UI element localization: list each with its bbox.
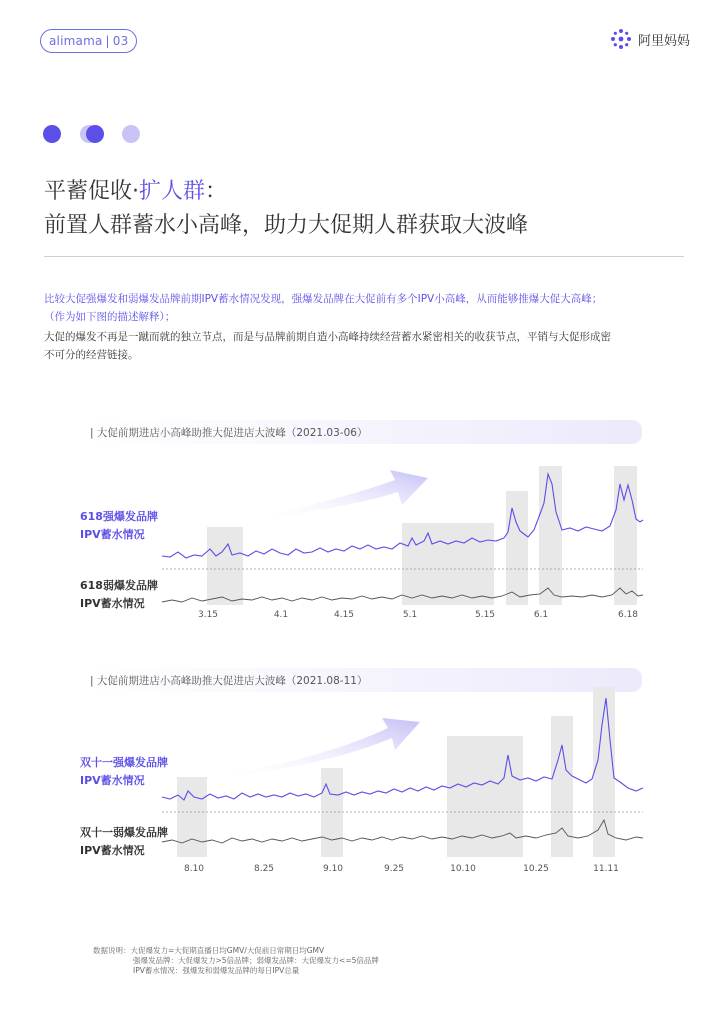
chart1-strong-label: 618强爆发品牌 IPV蓄水情况 bbox=[80, 510, 158, 541]
chart2-tick: 10.25 bbox=[523, 864, 549, 874]
page-title-line1: 平蓄促收·扩人群： bbox=[44, 179, 228, 204]
chart2-tick: 10.10 bbox=[450, 864, 476, 874]
chart2-tick: 8.10 bbox=[183, 864, 205, 874]
footnote bbox=[93, 946, 379, 976]
chart1-tick: 6.1 bbox=[533, 610, 549, 620]
brand-name: 阿里妈妈 bbox=[638, 33, 691, 49]
chart1-tick: 6.18 bbox=[617, 610, 639, 620]
footnote-line: 数据说明：大促爆发力=大促期直播日均GMV/大促前日常期日均GMV bbox=[93, 946, 325, 955]
badge-page-number: 03 bbox=[112, 34, 129, 48]
chart1-tick: 4.1 bbox=[273, 610, 289, 620]
page-title-line2: 前置人群蓄水小高峰，助力大促期人群获取大波峰 bbox=[44, 213, 529, 238]
chart2-tick: 11.11 bbox=[593, 864, 619, 874]
chart2-trend-arrow bbox=[200, 718, 420, 780]
paragraph-finding: 比较大促强爆发和弱爆发品牌前期IPV蓄水情况发现，强爆发品牌在大促前有多个IPV小高峰，从而能够推爆大促大高峰； （作为如下图的描述解释）； bbox=[44, 293, 603, 323]
chart1-tick: 3.15 bbox=[197, 610, 219, 620]
chart1-tick: 5.15 bbox=[474, 610, 496, 620]
chart2-highlight-bands bbox=[177, 687, 615, 857]
chart2-title: | 大促前期进店小高峰助推大促进店大波峰（2021.08-11） bbox=[84, 668, 642, 692]
chart2-weak-label: 双十一弱爆发品牌 IPV蓄水情况 bbox=[80, 826, 168, 857]
chart1-weak-label: 618弱爆发品牌 IPV蓄水情况 bbox=[80, 579, 158, 610]
badge-brand: alimama bbox=[49, 34, 103, 48]
chart2-tick: 9.10 bbox=[322, 864, 344, 874]
chart2-tick: 8.25 bbox=[253, 864, 275, 874]
chart1-tick: 5.1 bbox=[402, 610, 418, 620]
footnote-line: 强爆发品牌：大促爆发力>5倍品牌；弱爆发品牌：大促爆发力<=5倍品牌 bbox=[133, 956, 379, 965]
chart2-tick: 9.25 bbox=[383, 864, 405, 874]
chart1-title: | 大促前期进店小高峰助推大促进店大波峰（2021.03-06） bbox=[84, 420, 642, 444]
paragraph-insight: 大促的爆发不再是一蹴而就的独立节点，而是与品牌前期自造小高峰持续经营蓄水紧密相关的收获节点，平销与大促形成密 不可分的经营链接。 bbox=[44, 331, 611, 361]
footnote-line: IPV蓄水情况：强爆发和弱爆发品牌的每日IPV总量 bbox=[133, 966, 300, 975]
badge-separator: | bbox=[105, 34, 110, 48]
chart1-tick: 4.15 bbox=[333, 610, 355, 620]
chart2-strong-label: 双十一强爆发品牌 IPV蓄水情况 bbox=[80, 756, 168, 787]
